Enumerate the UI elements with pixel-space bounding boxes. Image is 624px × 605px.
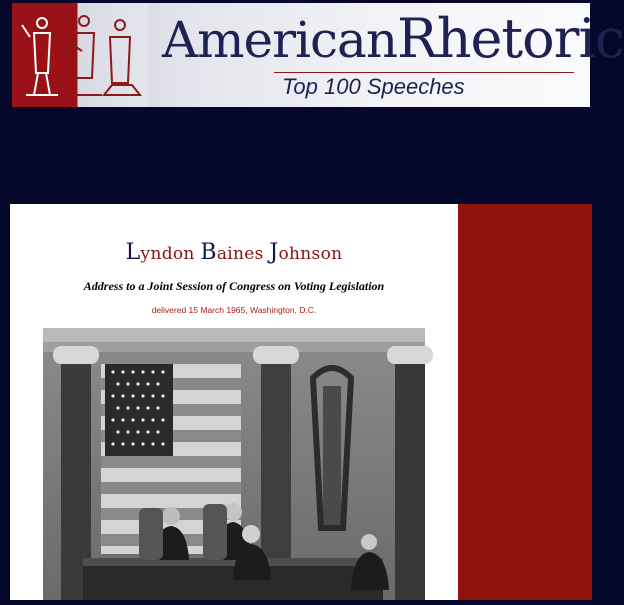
speaker-last-rest: ohnson (278, 244, 343, 264)
speaker-last-initial: J (269, 240, 279, 265)
right-sidebar (458, 204, 592, 600)
speaker-name (10, 240, 458, 265)
site-title-rhetoric: Rhetoric (397, 7, 624, 70)
title-underline (274, 72, 574, 73)
speaker-first-initial: L (125, 240, 141, 265)
delivered-line: delivered 15 March 1965, Washington, D.C. (151, 305, 317, 315)
site-subtitle: Top 100 Speeches (282, 74, 465, 99)
site-banner[interactable] (12, 3, 624, 107)
orators-logo-icon (12, 3, 148, 107)
speaker-middle-initial: B (200, 240, 217, 265)
site-title-american: American (162, 11, 398, 69)
congress-photo (43, 328, 425, 600)
speaker-first-rest: yndon (140, 244, 195, 264)
speech-panel (10, 204, 458, 600)
photo-congress-joint-session-icon (43, 328, 425, 600)
speaker-middle-rest: aines (216, 244, 264, 264)
speech-title: Address to a Joint Session of Congress on Voting Legislation (83, 279, 385, 293)
site-title (162, 7, 624, 70)
